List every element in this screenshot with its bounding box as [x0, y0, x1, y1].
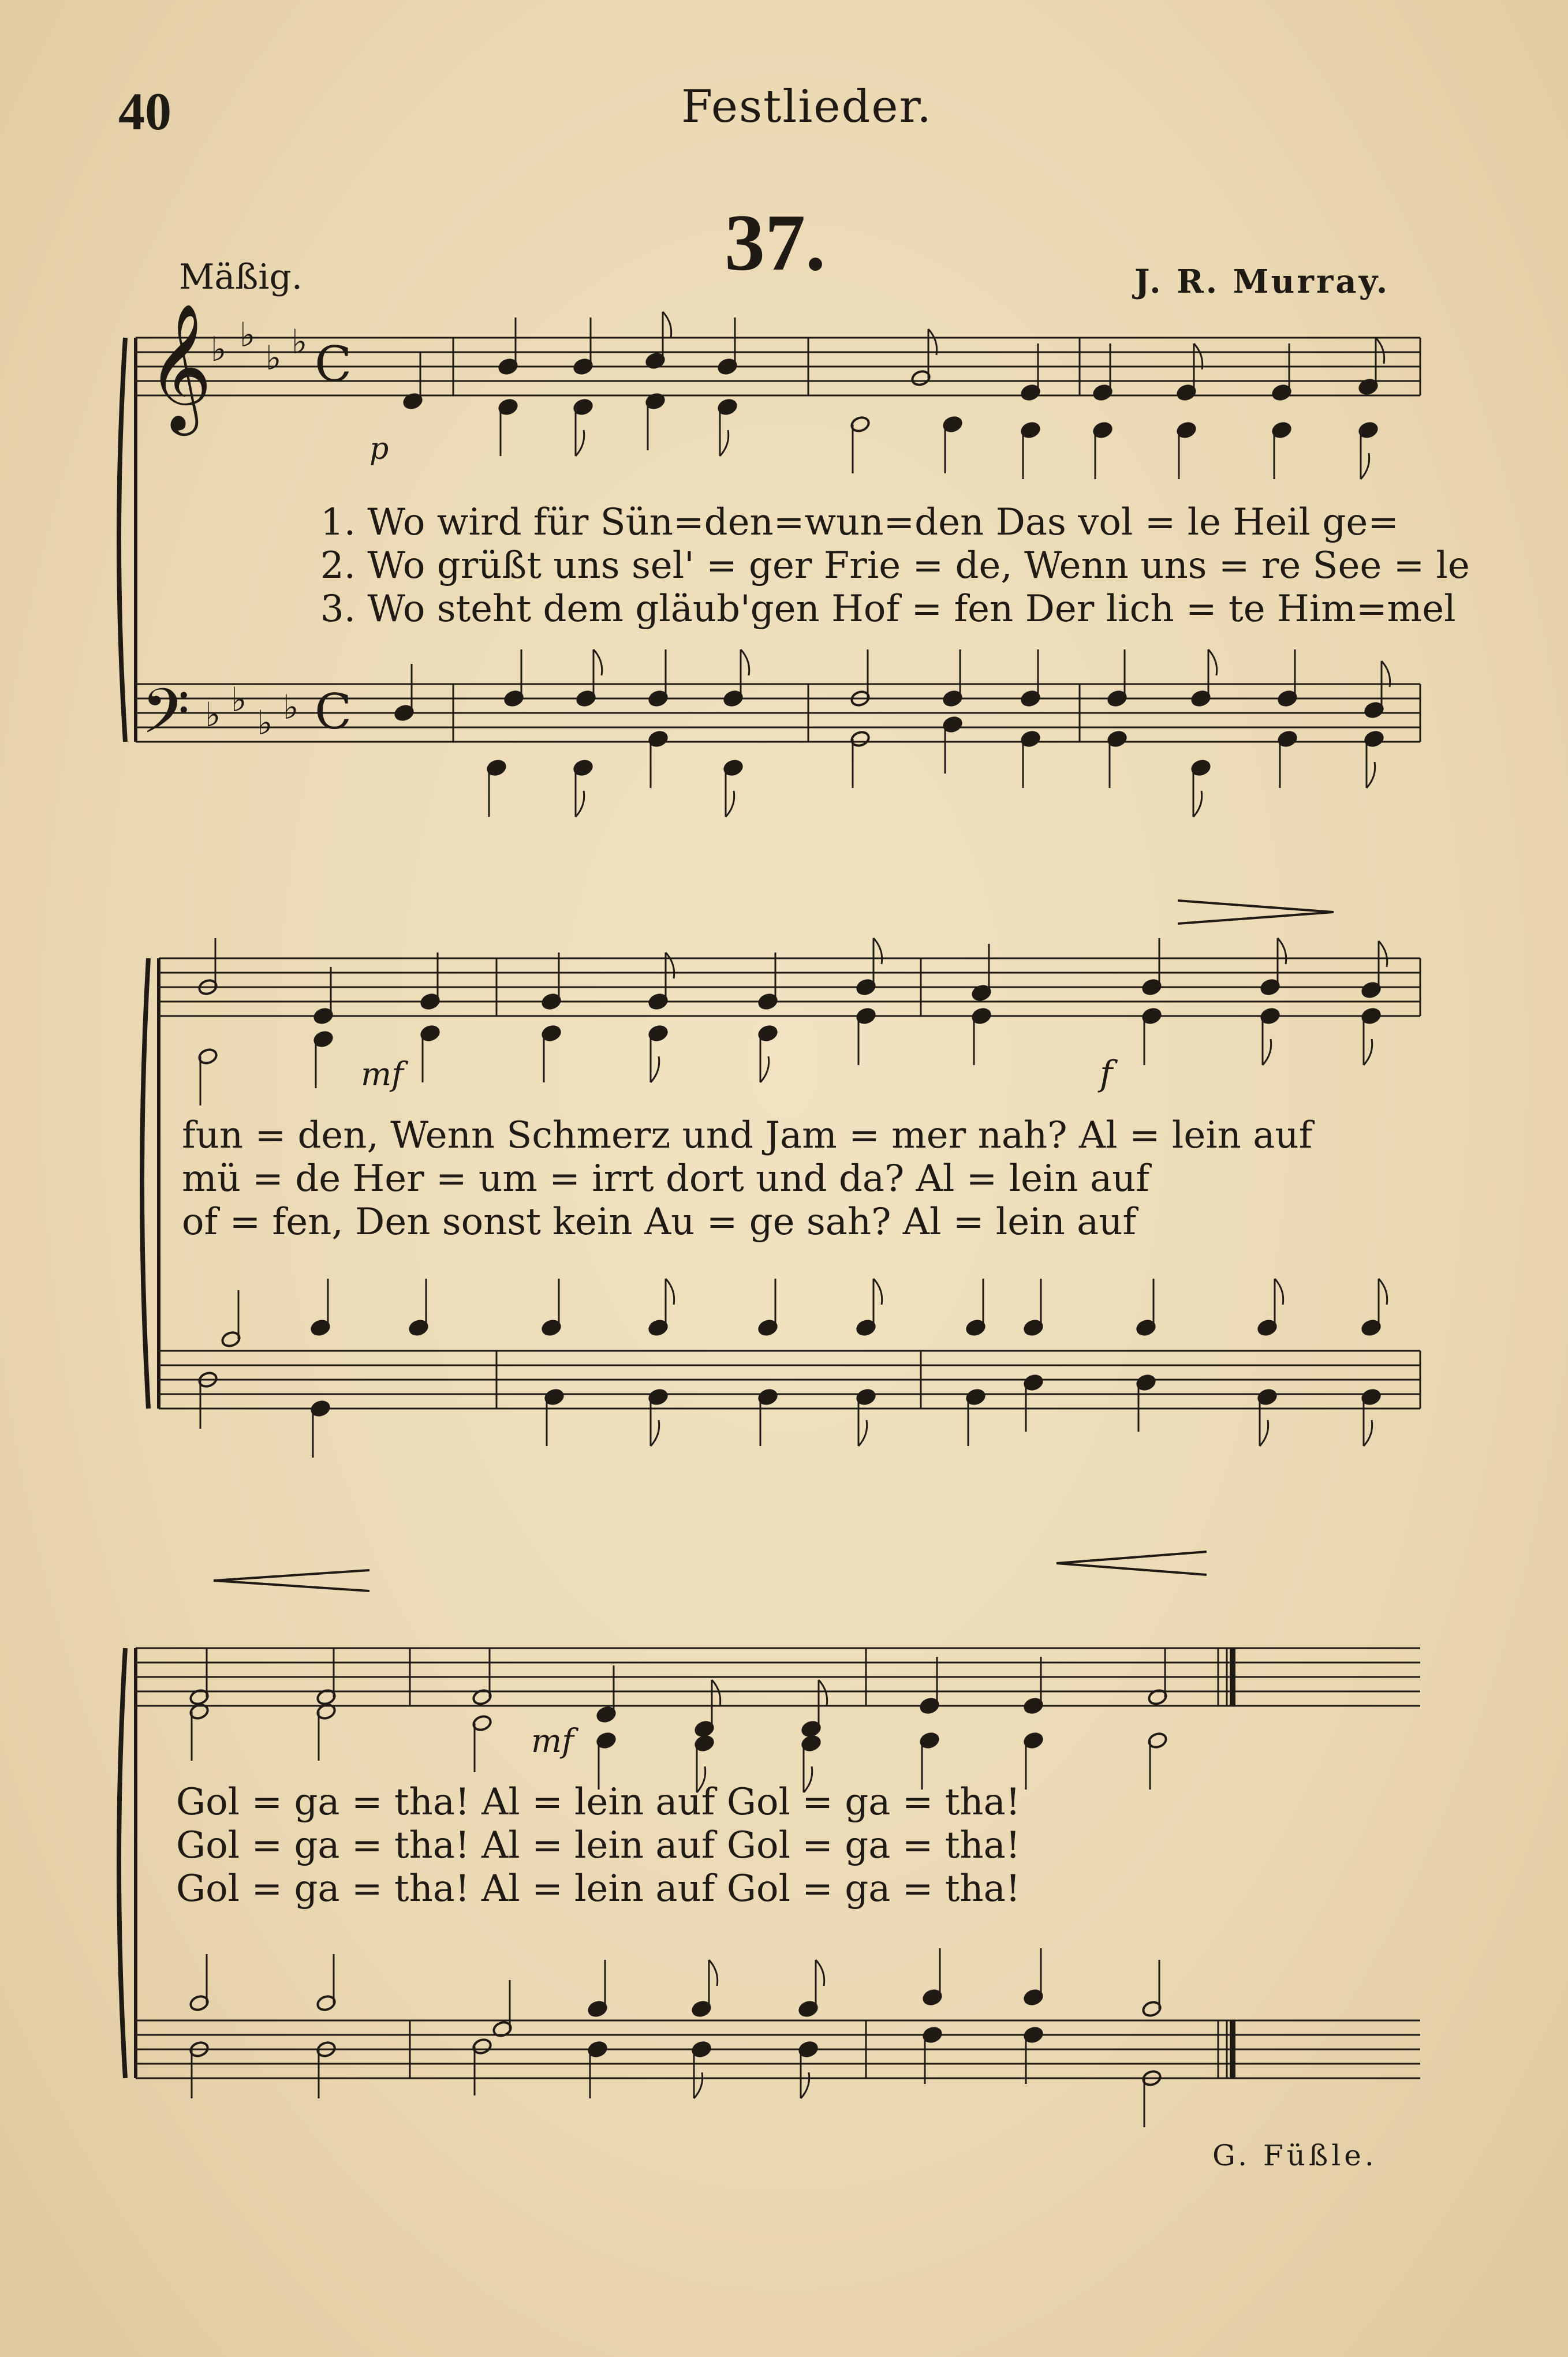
- s3-verse-1: Gol = ga = tha! Al = lein auf Gol = ga = tha!: [176, 1781, 1021, 1824]
- note-flag: [873, 938, 882, 964]
- crescendo-hairpin: [214, 1570, 369, 1591]
- note-flag: [576, 430, 584, 456]
- s1-verse-3: 3. Wo steht dem gläub'gen Hof = fen Der lich = te Him=mel: [320, 588, 1456, 630]
- s3-verse-2: Gol = ga = tha! Al = lein auf Gol = ga = tha!: [176, 1824, 1021, 1867]
- note-flag: [760, 1056, 769, 1082]
- key-flat: ♭: [292, 322, 308, 361]
- note-flag: [666, 952, 674, 978]
- note-flag: [1379, 1279, 1387, 1305]
- s3-verse-3: Gol = ga = tha! Al = lein auf Gol = ga = tha!: [176, 1867, 1021, 1910]
- note-flag: [651, 1056, 659, 1082]
- system-brace: [119, 338, 125, 742]
- note-flag: [593, 649, 602, 675]
- note-flag: [1278, 938, 1286, 964]
- note-flag: [697, 1766, 705, 1792]
- time-signature-treble: C: [315, 336, 352, 393]
- note-flag: [873, 1279, 882, 1305]
- note-flag: [1193, 791, 1202, 817]
- note-flag: [858, 1420, 867, 1446]
- s1-verse-2: 2. Wo grüßt uns sel' = ger Frie = de, Wenn uns = re See = le: [320, 544, 1470, 587]
- note-flag: [694, 2072, 703, 2098]
- s2-verse-3: of = fen, Den sonst kein Au = ge sah? Al = lein auf: [182, 1201, 1137, 1243]
- dynamic-mezzo-forte: mf: [361, 1056, 404, 1093]
- note-flag: [720, 430, 729, 456]
- note-flag: [816, 1960, 824, 1986]
- note-flag: [801, 2072, 809, 2098]
- note-flag: [1208, 649, 1217, 675]
- treble-clef: 𝄞: [147, 302, 212, 430]
- note-flag: [1364, 1039, 1372, 1065]
- dynamic-forte: f: [1100, 1054, 1113, 1094]
- system-brace: [119, 1648, 125, 2078]
- key-flat: ♭: [231, 680, 247, 719]
- note-flag: [1194, 343, 1203, 369]
- note-flag: [804, 1766, 812, 1792]
- system-brace: [142, 958, 148, 1409]
- key-flat: ♭: [240, 315, 256, 354]
- decrescendo-hairpin: [1178, 901, 1334, 924]
- key-flat: ♭: [205, 695, 221, 734]
- note-flag: [712, 1680, 720, 1706]
- page-number: 40: [118, 82, 171, 141]
- note-flag: [1367, 762, 1375, 788]
- s2-verse-2: mü = de Her = um = irrt dort und da? Al = lein auf: [182, 1157, 1150, 1200]
- note-flag: [819, 1680, 827, 1706]
- arranger-credit: G. Füßle.: [1212, 2139, 1377, 2172]
- note-flag: [1263, 1039, 1271, 1065]
- dynamic-mezzo-forte: mf: [531, 1723, 574, 1760]
- note-flag: [726, 791, 734, 817]
- running-title: Festlieder.: [681, 81, 933, 133]
- note-flag: [1382, 661, 1390, 687]
- note-flag: [576, 791, 584, 817]
- note-flag: [1376, 338, 1384, 364]
- note-flag: [1260, 1420, 1268, 1446]
- key-flat: ♭: [211, 330, 227, 369]
- key-flat: ♭: [283, 688, 299, 727]
- crescendo-hairpin: [1056, 1552, 1207, 1575]
- note-flag: [709, 1960, 718, 1986]
- note-flag: [1361, 453, 1369, 479]
- key-flat: ♭: [257, 703, 273, 742]
- tempo-marking: Mäßig.: [179, 257, 303, 297]
- dynamic-piano: p: [369, 432, 389, 466]
- note-flag: [663, 312, 671, 338]
- time-signature-bass: C: [315, 683, 352, 740]
- s1-verse-1: 1. Wo wird für Sün=den=wun=den Das vol = le Heil ge=: [320, 501, 1399, 544]
- note-flag: [1364, 1420, 1372, 1446]
- note-flag: [741, 649, 749, 675]
- note-flag: [928, 329, 937, 355]
- note-flag: [666, 1279, 674, 1305]
- s2-verse-1: fun = den, Wenn Schmerz und Jam = mer nah? Al = lein auf: [182, 1114, 1313, 1157]
- note-flag: [1275, 1279, 1283, 1305]
- key-flat: ♭: [266, 338, 282, 378]
- bass-clef: 𝄢: [141, 675, 190, 763]
- note-flag: [1379, 941, 1387, 967]
- hymn-number: 37.: [725, 198, 826, 287]
- composer-credit: J. R. Murray.: [1134, 263, 1390, 301]
- note-flag: [651, 1420, 659, 1446]
